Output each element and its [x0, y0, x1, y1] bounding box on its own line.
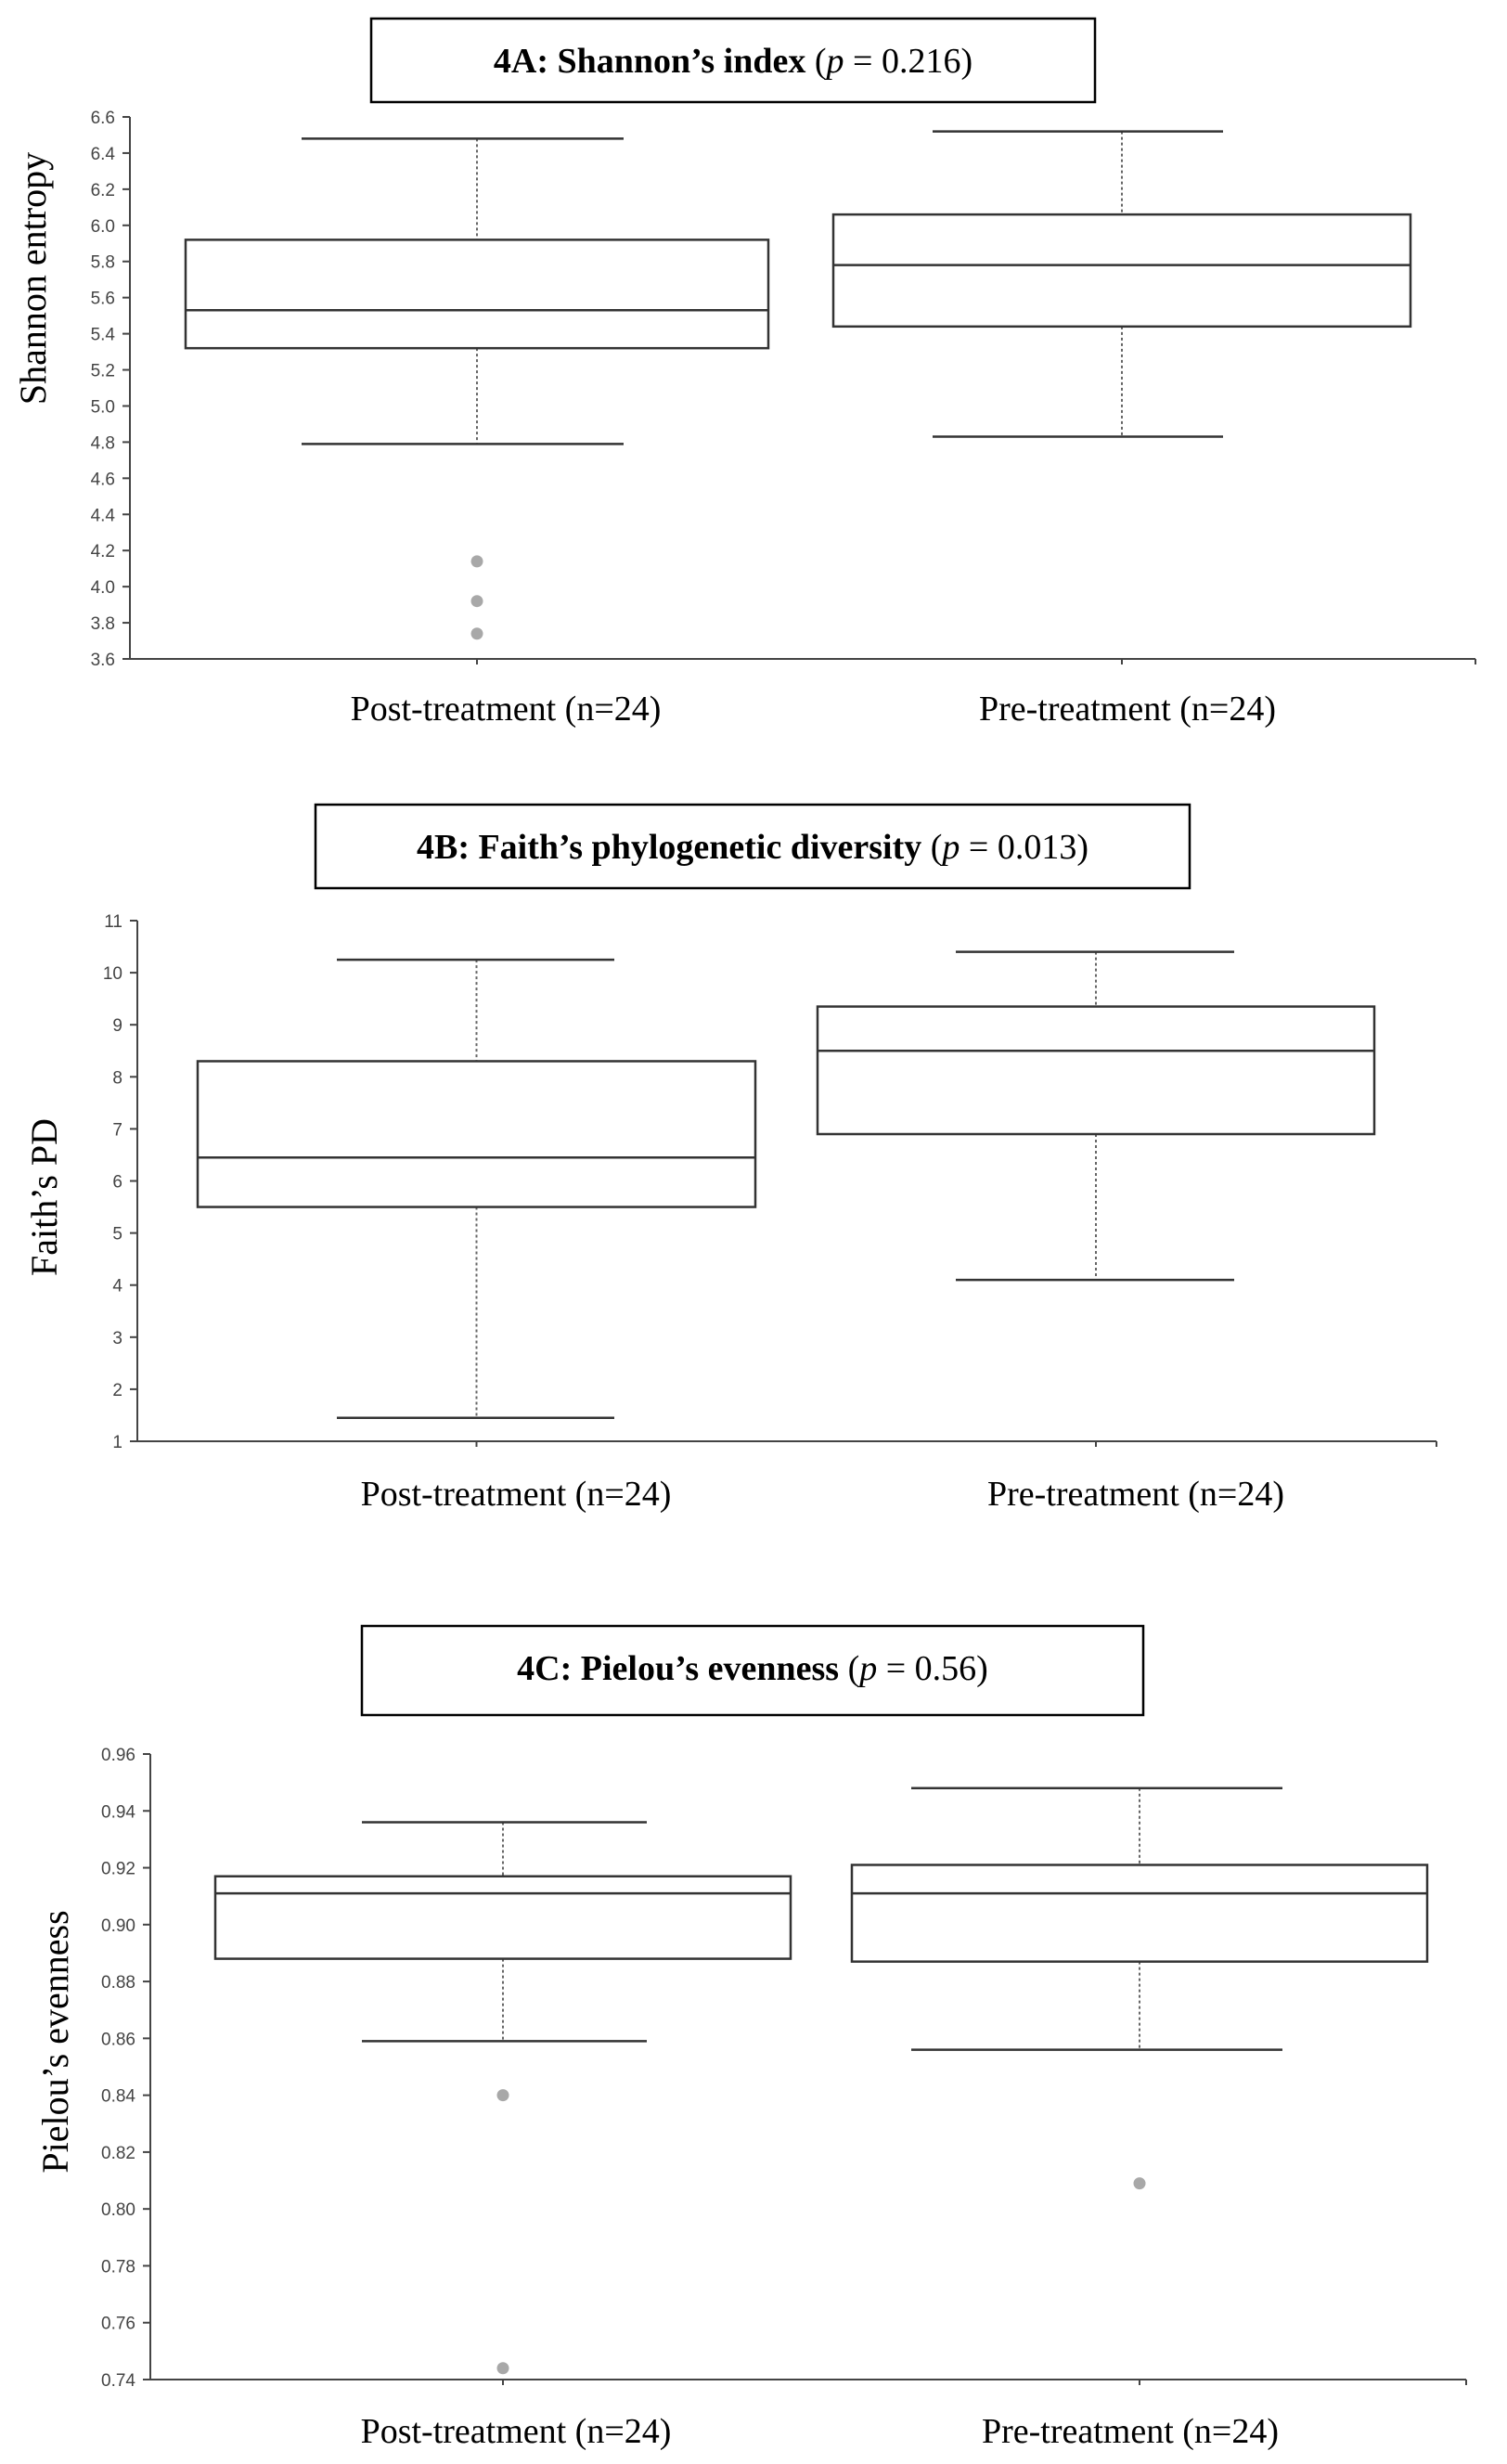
chart-title-pvalue: = 0.56) [877, 1649, 988, 1688]
chart-title-p: p [826, 42, 844, 81]
y-tick-label: 0.94 [101, 1802, 135, 1823]
outlier-point [471, 627, 483, 639]
chart-panel-4a [12, 19, 1475, 729]
y-tick-label: 4.8 [90, 433, 115, 454]
chart-title-main: 4A: Shannon’s index [493, 42, 806, 81]
y-tick-label: 11 [104, 912, 122, 932]
x-category-label: Pre-treatment (n=24) [986, 1475, 1285, 1514]
x-category-label: Pre-treatment (n=24) [981, 2412, 1280, 2451]
interquartile-box [198, 1061, 755, 1206]
y-tick-label: 0.84 [101, 2086, 135, 2107]
chart-title-main: 4C: Pielou’s evenness [517, 1649, 840, 1688]
y-tick-label: 0.80 [101, 2200, 135, 2221]
chart-title-paren: ( [805, 42, 827, 81]
chart-title-p: p [859, 1649, 878, 1688]
y-tick-label: 4.6 [90, 470, 115, 490]
outlier-point [497, 2362, 509, 2374]
y-tick-label: 6.6 [90, 109, 115, 128]
y-tick-label: 6.4 [90, 144, 115, 164]
x-category-label: Pre-treatment (n=24) [978, 690, 1277, 729]
y-tick-label: 0.96 [101, 1746, 135, 1765]
box-post [215, 1823, 791, 2375]
y-tick-label: 6 [112, 1172, 122, 1193]
chart-title [417, 828, 1088, 867]
y-axis-label: Faith’s PD [22, 1117, 65, 1277]
chart-title-paren: ( [839, 1649, 860, 1688]
y-tick-label: 7 [112, 1120, 122, 1141]
chart-title-pvalue: = 0.013) [960, 828, 1089, 867]
y-tick-label: 5.8 [90, 252, 115, 273]
chart-title [517, 1649, 988, 1688]
y-tick-label: 10 [102, 964, 122, 985]
y-axis-label: Shannon entropy [11, 151, 54, 406]
y-axis-label: Pielou’s evenness [33, 1910, 76, 2174]
y-tick-label: 5.6 [90, 289, 115, 309]
outlier-point [1134, 2177, 1146, 2189]
y-tick-label: 5.0 [90, 397, 115, 418]
y-tick-label: 6.2 [90, 180, 115, 200]
y-tick-label: 6.0 [90, 216, 115, 237]
chart-title-pvalue: = 0.216) [844, 42, 973, 81]
box-pre [818, 952, 1374, 1280]
y-tick-label: 0.92 [101, 1859, 135, 1879]
chart-title-main: 4B: Faith’s phylogenetic diversity [416, 828, 922, 867]
box-pre [833, 132, 1410, 437]
box-pre [852, 1788, 1427, 2189]
outlier-point [497, 2089, 509, 2101]
interquartile-box [186, 239, 768, 348]
interquartile-box [215, 1877, 791, 1959]
y-tick-label: 4.4 [90, 506, 115, 526]
outlier-point [471, 595, 483, 607]
y-tick-label: 4 [112, 1276, 122, 1297]
y-tick-label: 5 [112, 1224, 122, 1245]
y-tick-label: 0.78 [101, 2257, 135, 2277]
y-tick-label: 4.2 [90, 542, 115, 562]
y-tick-label: 9 [112, 1016, 122, 1037]
chart-panel-4b [23, 805, 1436, 1514]
chart-title [494, 42, 972, 81]
y-tick-label: 3.6 [90, 651, 115, 670]
y-tick-label: 5.2 [90, 361, 115, 381]
chart-panel-4c [34, 1626, 1466, 2451]
y-tick-label: 3 [112, 1328, 122, 1348]
x-category-label: Post-treatment (n=24) [360, 2412, 672, 2451]
y-tick-label: 3.8 [90, 614, 115, 635]
y-tick-label: 0.90 [101, 1916, 135, 1936]
box-post [198, 960, 755, 1418]
y-tick-label: 0.76 [101, 2314, 135, 2334]
x-category-label: Post-treatment (n=24) [360, 1475, 672, 1514]
y-tick-label: 0.88 [101, 1973, 135, 1993]
y-tick-label: 0.86 [101, 2030, 135, 2050]
y-tick-label: 1 [112, 1433, 122, 1452]
interquartile-box [833, 214, 1410, 327]
y-tick-label: 0.82 [101, 2143, 135, 2163]
chart-title-p: p [942, 828, 960, 867]
x-category-label: Post-treatment (n=24) [350, 690, 662, 729]
y-tick-label: 5.4 [90, 325, 115, 345]
chart-title-paren: ( [921, 828, 943, 867]
outlier-point [471, 555, 483, 567]
y-tick-label: 8 [112, 1068, 122, 1089]
interquartile-box [852, 1864, 1427, 1961]
y-tick-label: 0.74 [101, 2371, 135, 2391]
y-tick-label: 4.0 [90, 578, 115, 599]
box-post [186, 138, 768, 639]
y-tick-label: 2 [112, 1380, 122, 1400]
interquartile-box [818, 1007, 1374, 1134]
